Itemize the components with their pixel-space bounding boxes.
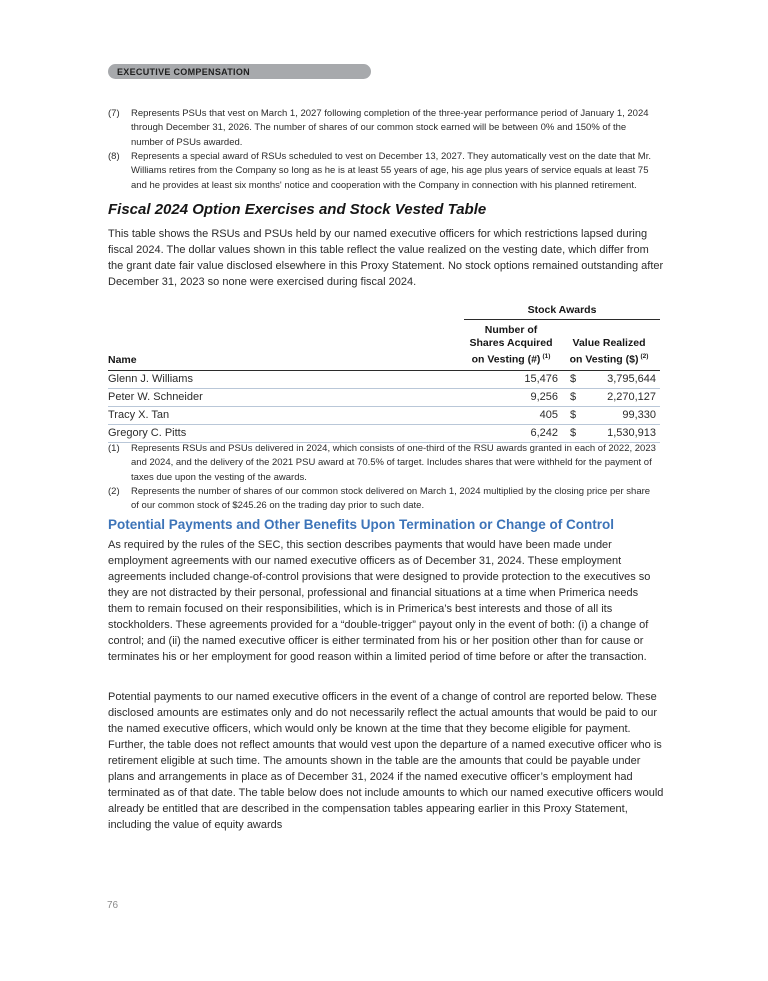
page-number: 76	[107, 900, 119, 911]
shares-cell: 6,242	[464, 424, 558, 442]
footnote-8	[108, 150, 660, 193]
officer-name-cell: Gregory C. Pitts	[108, 424, 464, 442]
footnote-text: Represents RSUs and PSUs delivered in 2024, which consists of one-third of the RSU awards granted in each of 2022, 2023 and 2024, and the delivery of the 2021 PSU award at 70.5% of target. Includes shares that were withheld for the payment of taxes due upon the vesting of the awards.	[131, 443, 656, 483]
column-header-line: Value Realized	[572, 337, 646, 349]
officer-name-cell: Glenn J. Williams	[108, 370, 464, 388]
footnote-ref-1: (1)	[542, 353, 551, 360]
value-cell: 2,270,127	[578, 388, 660, 406]
table-row	[108, 370, 660, 388]
value-cell: 3,795,644	[578, 370, 660, 388]
column-header-value	[558, 320, 660, 371]
table-footnote-2	[108, 485, 660, 514]
shares-cell: 9,256	[464, 388, 558, 406]
officer-name-cell: Tracy X. Tan	[108, 406, 464, 424]
section1-intro-paragraph: This table shows the RSUs and PSUs held by our named executive officers for which restrictions lapsed during fiscal 2024. The dollar values shown in this table reflect the value realized on the vesting date, which differ from the grant date fair value disclosed elsewhere in this Proxy Statement. No stock options remained outstanding after December 31, 2023 so none were exercised during fiscal 2024.	[108, 228, 664, 288]
table-group-header-spacer	[108, 304, 464, 320]
footnote-text: Represents the number of shares of our common stock delivered on March 1, 2024 multiplied by the closing price per share of our common stock of $245.26 on the trading day prior to such date.	[131, 486, 651, 512]
value-cell: 99,330	[578, 406, 660, 424]
footnote-marker: (1)	[108, 443, 120, 454]
currency-cell: $	[558, 406, 578, 424]
table-footnote-1	[108, 442, 660, 485]
footnote-text: Represents PSUs that vest on March 1, 2027 following completion of the three-year performance period of January 1, 2024 through December 31, 2026. The number of shares of our common stock earned will be between 0% and 150% of the number of PSUs awarded.	[131, 108, 649, 148]
column-header-line	[558, 350, 660, 367]
footnote-ref-2: (2)	[640, 353, 649, 360]
shares-cell: 15,476	[464, 370, 558, 388]
section2-paragraph-1: As required by the rules of the SEC, this section describes payments that would have been made under employment agreements with our named executive officers as of December 31, 2024. These employment agreements included change-of-control provisions that were designed to provide protection to the executives so they are not distracted by their personal, professional and financial situations at a time when Primerica needs them to remain focused on their responsibilities, which is in Primerica’s best interests and those of all its stockholders. These agreements provided for a “double-trigger” payout only in the event of both: (i) a change of control; and (ii) the named executive officer is either terminated from his or her position other than for cause or terminates his or her employment for good reason within a limited period of time before or after the transaction.	[108, 539, 651, 663]
stock-vested-table	[108, 304, 660, 443]
shares-cell: 405	[464, 406, 558, 424]
section-title-potential-payments: Potential Payments and Other Benefits Upon Termination or Change of Control	[108, 517, 615, 532]
stock-awards-group-header: Stock Awards	[464, 304, 660, 320]
column-header-line-text: on Vesting ($)	[569, 353, 639, 366]
footnote-marker: (2)	[108, 486, 120, 497]
table-row	[108, 388, 660, 406]
section-label-text: EXECUTIVE COMPENSATION	[117, 66, 250, 77]
table-column-header-row	[108, 320, 660, 371]
footnote-marker: (7)	[108, 108, 120, 119]
footnote-text: Represents a special award of RSUs scheduled to vest on December 13, 2027. They automatically vest on the date that Mr. Williams retires from the Company so long as he is at least 55 years of age, his age plus years of service equals at least 75 and he provides at least six months' notice and cooperation with the Company in connection with his planned retirement.	[131, 151, 651, 191]
currency-cell: $	[558, 388, 578, 406]
table-row	[108, 406, 660, 424]
value-cell: 1,530,913	[578, 424, 660, 442]
section2-paragraph-2: Potential payments to our named executive officers in the event of a change of control are reported below. These disclosed amounts are estimates only and do not necessarily reflect the actual amounts that would be paid to our the named executive officers, which would only be known at the time that they become eligible for payment. Further, the table does not reflect amounts that would vest upon the departure of a named executive officer who is retirement eligible at such time. The amounts shown in the table are the amounts that could be payable under plans and arrangements in place as of December 31, 2024 if the named executive officer’s employment had terminated as of that date. The table below does not include amounts to which our named executive officers would already be entitled that are described in the compensation tables appearing earlier in this Proxy Statement, including the value of equity awards	[108, 691, 664, 831]
officer-name-cell: Peter W. Schneider	[108, 388, 464, 406]
footnote-marker: (8)	[108, 151, 120, 162]
column-header-line	[464, 350, 558, 367]
column-header-line: Number of	[484, 324, 538, 336]
column-header-name: Name	[108, 320, 464, 371]
column-header-line: Shares Acquired	[469, 337, 553, 349]
section-label-badge	[108, 64, 371, 79]
footnote-7	[108, 107, 660, 150]
section-title-option-exercises: Fiscal 2024 Option Exercises and Stock Vested Table	[108, 201, 487, 218]
table-row	[108, 424, 660, 442]
column-header-line-text: on Vesting (#)	[471, 353, 541, 366]
currency-cell: $	[558, 424, 578, 442]
currency-cell: $	[558, 370, 578, 388]
table-group-header-row	[108, 304, 660, 320]
column-header-shares	[464, 320, 558, 371]
